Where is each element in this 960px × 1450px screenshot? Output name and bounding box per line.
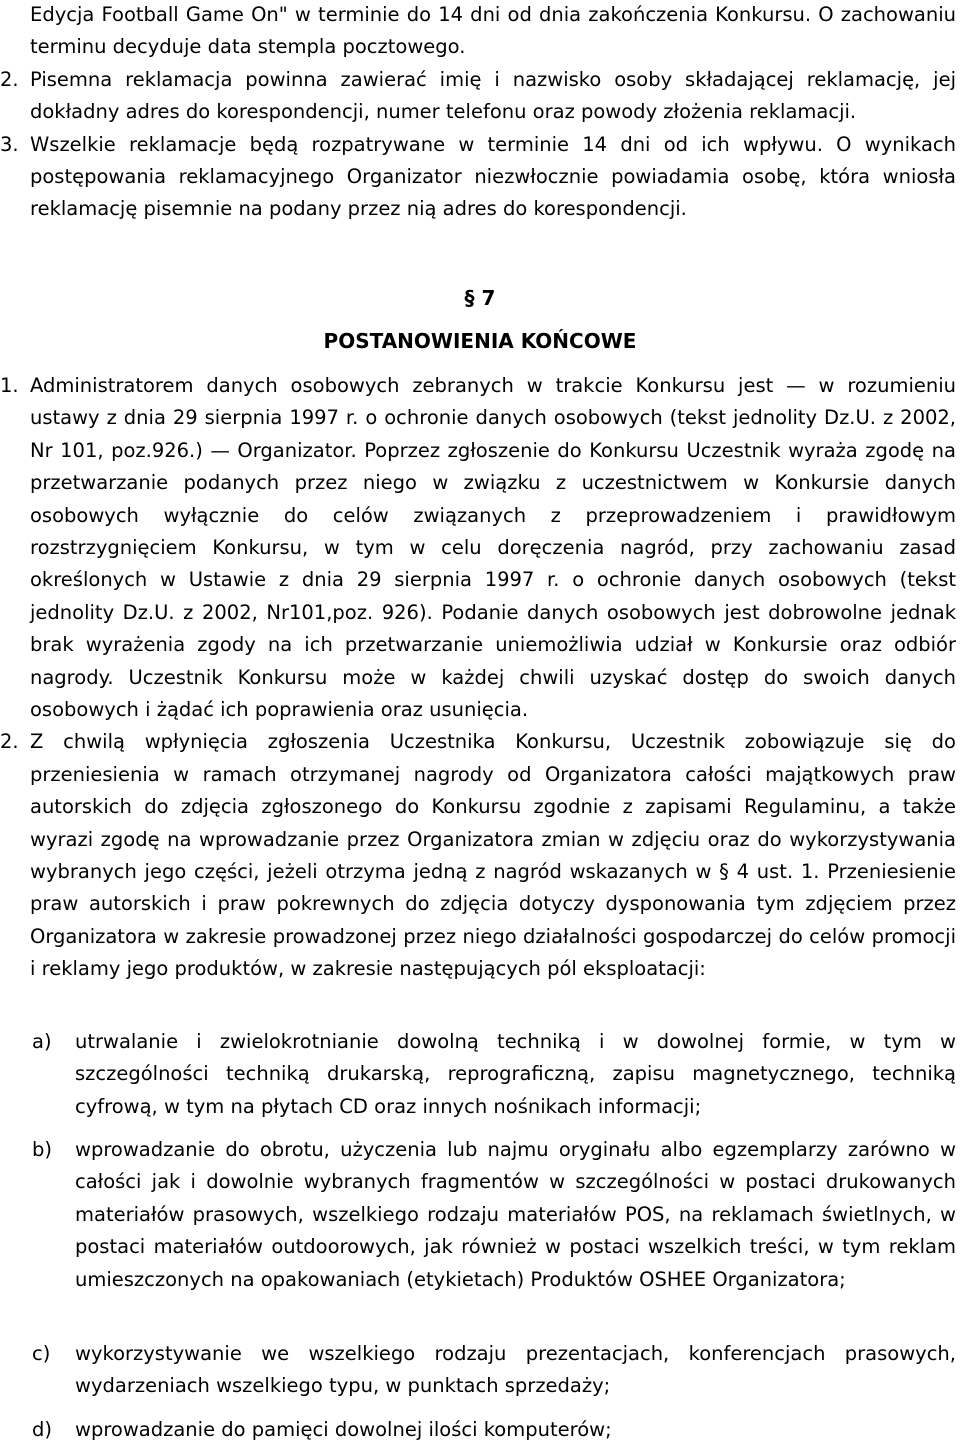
field-item-b xyxy=(32,1134,956,1296)
field-mark: c) xyxy=(32,1342,51,1365)
field-text: wykorzystywanie we wszelkiego rodzaju prezentacjach, konferencjach prasowych, wydarzeniach wszelkiego typu, w punktach sprzedaży; xyxy=(75,1342,956,1398)
item-text: Z chwilą wpłynięcia zgłoszenia Uczestnika Konkursu, Uczestnik zobowiązuje się do przeniesienia w ramach otrzymanej nagrody od Organizatora całości majątkowych praw autorskich do zdjęcia zgłoszonego do Konkursu zgodnie z zapisami Regulaminu, a także wyrazi zgodę na wprowadzanie przez Organizatora zmian w zdjęciu oraz do wykorzystywania wybranych jego części, jeżeli otrzyma jedną z nagród wskazanych w § 4 ust. 1. Przeniesienie praw autorskich i praw pokrewnych do zdjęcia dotyczy dysponowania tym zdjęciem przez Organizatora w zakresie prowadzonej przez niego działalności gospodarczej do celów promocji i reklamy jego produktów, w zakresie następujących pól eksploatacji: xyxy=(30,730,956,981)
item-text: Wszelkie reklamacje będą rozpatrywane w terminie 14 dni od ich wpływu. O wynikach postępowania reklamacyjnego Organizator niezwłocznie powiadamia osobę, która wniosła reklamację pisemnie na podany przez nią adres do korespondencji. xyxy=(30,132,956,221)
field-mark: b) xyxy=(32,1138,52,1161)
paragraph-continuation xyxy=(30,0,956,64)
field-mark: a) xyxy=(32,1030,52,1053)
section-number: § 7 xyxy=(464,286,496,310)
final-item-1: 1. Administratorem danych osobowych zebranych w trakcie Konkursu jest — w rozumieniu ustawy z dnia 29 sierpnia 1997 r. o ochronie danych osobowych (tekst jednolity Dz.U. z 2002, Nr 101, poz.926.) — Organizator. Poprzez zgłoszenie do Konkursu Uczestnik wyraża zgodę na przetwarzanie podanych przez niego w związku z uczestnictwem w Konkursie danych osobowych wyłącznie do celów związanych z przeprowadzeniem i prawidłowym rozstrzygnięciem Konkursu, w tym w celu doręczenia nagród, przy zachowaniu zasad określonych w Ustawie z dnia 29 sierpnia 1997 r. o ochronie danych osobowych (tekst jednolity Dz.U. z 2002, Nr101,poz. 926). Podanie danych osobowych jest dobrowolne jednak brak wyrażenia zgody na ich przetwarzanie uniemożliwia udział w Konkursie oraz odbiór nagrody. Uczestnik Konkursu może w każdej chwili uzyskać dostęp do swoich danych osobowych i żądać ich poprawienia oraz usunięcia. xyxy=(0,374,956,722)
field-item-d xyxy=(32,1414,956,1446)
field-text: wprowadzanie do obrotu, użyczenia lub najmu oryginału albo egzemplarzy zarówno w całości jak i dowolnie wybranych fragmentów w szczególności w postaci drukowanych materiałów prasowych, wszelkiego rodzaju materiałów POS, na reklamach świetlnych, w postaci materiałów outdoorowych, jak również w postaci wszelkich treści, w tym reklam umieszczonych na opakowaniach (etykietach) Produktów OSHEE Organizatora; xyxy=(75,1138,956,1291)
field-item-a xyxy=(32,1026,956,1123)
paragraph-text: Edycja Football Game On" w terminie do 14 dni od dnia zakończenia Konkursu. O zachowaniu terminu decyduje data stempla pocztowego. xyxy=(30,3,956,59)
section-title: POSTANOWIENIA KOŃCOWE xyxy=(323,329,637,353)
item-text: Pisemna reklamacja powinna zawierać imię i nazwisko osoby składającej reklamację, jej dokładny adres do korespondencji, numer telefonu oraz powody złożenia reklamacji. xyxy=(30,67,956,124)
complaint-item-3: 3. Wszelkie reklamacje będą rozpatrywane w terminie 14 dni od ich wpływu. O wynikach postępowania reklamacyjnego Organizator niezwłocznie powiadamia osobę, która wniosła reklamację pisemnie na podany przez nią adres do korespondencji. xyxy=(0,132,956,221)
item-text: Administratorem danych osobowych zebranych w trakcie Konkursu jest — w rozumieniu ustawy z dnia 29 sierpnia 1997 r. o ochronie danych osobowych (tekst jednolity Dz.U. z 2002, Nr 101, poz.926.) — Organizator. Poprzez zgłoszenie do Konkursu Uczestnik wyraża zgodę na przetwarzanie podanych przez niego w związku z uczestnictwem w Konkursie danych osobowych wyłącznie do celów związanych z przeprowadzeniem i prawidłowym rozstrzygnięciem Konkursu, w tym w celu doręczenia nagród, przy zachowaniu zasad określonych w Ustawie z dnia 29 sierpnia 1997 r. o ochronie danych osobowych (tekst jednolity Dz.U. z 2002, Nr101,poz. 926). Podanie danych osobowych jest dobrowolne jednak brak wyrażenia zgody na ich przetwarzanie uniemożliwia udział w Konkursie oraz odbiór nagrody. Uczestnik Konkursu może w każdej chwili uzyskać dostęp do swoich danych osobowych i żądać ich poprawienia oraz usunięcia. xyxy=(30,374,956,722)
final-item-2: 2. Z chwilą wpłynięcia zgłoszenia Uczestnika Konkursu, Uczestnik zobowiązuje się do przeniesienia w ramach otrzymanej nagrody od Organizatora całości majątkowych praw autorskich do zdjęcia zgłoszonego do Konkursu zgodnie z zapisami Regulaminu, a także wyrazi zgodę na wprowadzanie przez Organizatora zmian w zdjęciu oraz do wykorzystywania wybranych jego części, jeżeli otrzyma jedną z nagród wskazanych w § 4 ust. 1. Przeniesienie praw autorskich i praw pokrewnych do zdjęcia dotyczy dysponowania tym zdjęciem przez Organizatora w zakresie prowadzonej przez niego działalności gospodarczej do celów promocji i reklamy jego produktów, w zakresie następujących pól eksploatacji: xyxy=(0,730,956,981)
field-text: utrwalanie i zwielokrotnianie dowolną techniką i w dowolnej formie, w tym w szczególności techniką drukarską, reprograficzną, zapisu magnetycznego, techniką cyfrową, w tym na płytach CD oraz innych nośnikach informacji; xyxy=(75,1030,956,1118)
field-mark: d) xyxy=(32,1418,52,1441)
complaint-item-2: 2. Pisemna reklamacja powinna zawierać imię i nazwisko osoby składającej reklamację, jej dokładny adres do korespondencji, numer telefonu oraz powody złożenia reklamacji. xyxy=(0,67,956,124)
field-text: wprowadzanie do pamięci dowolnej ilości komputerów; xyxy=(75,1418,612,1441)
field-item-c xyxy=(32,1338,956,1403)
